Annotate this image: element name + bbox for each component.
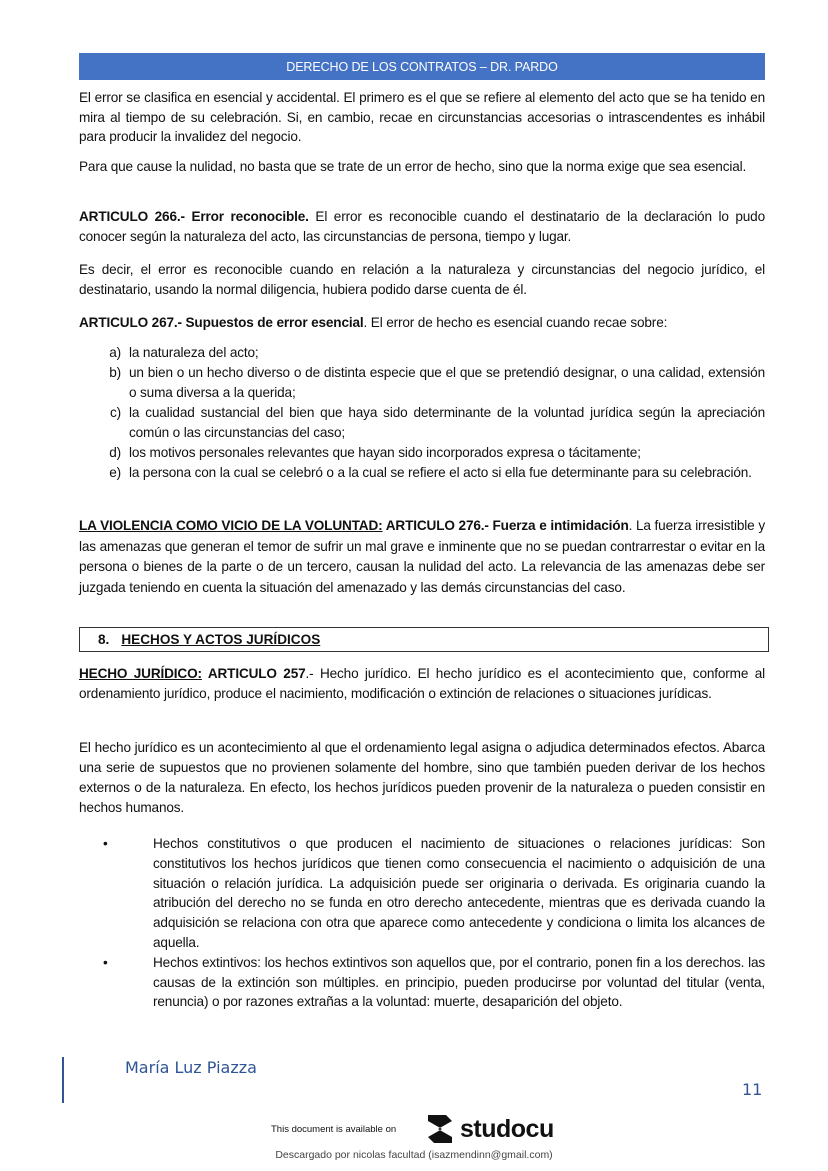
list-item [79,953,765,1012]
hecho-heading: HECHO JURÍDICO: [79,666,202,681]
hechos-bullet-list [79,834,765,1012]
paragraph-article-267 [79,313,765,333]
paragraph-recognizable-error: Es decir, el error es reconocible cuando en relación a la naturaleza y circunstancias del negocio jurídico, el destinatario, usando la normal diligencia, hubiera podido darse cuenta de él. [79,262,765,297]
page-number: 11 [742,1080,763,1099]
download-notice: Descargado por nicolas facultad (isazmendinn@gmail.com) [275,1149,553,1161]
list-marker: b) [109,365,121,380]
paragraph-article-257 [79,664,765,704]
violence-heading: LA VIOLENCIA COMO VICIO DE LA VOLUNTAD: [79,518,383,533]
list-item-text: Hechos constitutivos o que producen el nacimiento de situaciones o relaciones jurídicas: Son constitutivos los hechos jurídicos que tienen como consecuencia el nacimiento o adquisición de una situación o relación jurídica. La adquisición puede ser originaria o derivada. Es originaria cuando la atribución del derecho no se funda en otro derecho antecedente, mientras que es derivada cuando la adquisición se relaciona con otra que aparece como antecedente y condiciona o limita los alcances de aquella. [153,836,765,950]
article-267-text: . El error de hecho es esencial cuando recae sobre: [363,315,668,330]
list-item-text: la naturaleza del acto; [129,345,259,360]
studocu-logo-icon [424,1112,456,1146]
list-item [79,343,765,363]
bullet-icon: • [103,954,108,970]
article-267-title: ARTICULO 267.- Supuestos de error esencial [79,315,364,330]
list-marker: d) [109,445,121,460]
article-276-title: ARTICULO 276.- Fuerza e intimidación [382,518,629,533]
running-header: DERECHO DE LOS CONTRATOS – DR. PARDO [79,53,765,80]
list-item-text: un bien o un hecho diverso o de distinta especie que el que se pretendió designar, o una calidad, extensión o suma diversa a la querida; [129,365,765,400]
section-heading-8 [79,627,769,652]
article-266-text: El error es reconocible cuando el destinatario de la declaración lo pudo conocer según la naturaleza del acto, las circunstancias de persona, tiempo y lugar. [79,209,765,244]
article-257-title: ARTICULO 257 [201,666,306,681]
paragraph-article-266 [79,207,765,246]
section-number: 8. [98,632,110,647]
list-item-text: los motivos personales relevantes que hayan sido incorporados expresa o tácitamente; [129,445,641,460]
list-item-text: la cualidad sustancial del bien que haya sido determinante de la voluntad jurídica según la apreciación común o las circunstancias del caso; [129,405,765,440]
article-266-title: ARTICULO 266.- Error reconocible. [79,209,309,224]
bullet-icon: • [103,836,108,851]
studocu-logo[interactable] [424,1112,554,1146]
paragraph-violence [79,516,765,598]
article-276-text: . La fuerza irresistible y las amenazas que generan el temor de sufrir un mal grave e inminente que no se puedan contrarrestar o evitar en la persona o bienes de la parte o de un tercero, causan la nulidad del acto. La relevancia de las amenazas debe ser juzgada teniendo en cuenta la situación del amenazado y las demás circunstancias del caso. [79,518,765,595]
article-257-text: .- Hecho jurídico. El hecho jurídico es el acontecimiento que, conforme al ordenamiento jurídico, produce el nacimiento, modificación o extinción de relaciones o situaciones jurídicas. [79,666,765,701]
article-267-list [79,343,765,483]
studocu-logo-text: studocu [460,1114,554,1143]
list-item [79,834,765,953]
paragraph-hecho-juridico: El hecho jurídico es un acontecimiento al que el ordenamiento legal asigna o adjudica determinados efectos. Abarca una serie de supuestos que no provienen solamente del hombre, sino que también pueden derivar de los hechos externos o de la naturaleza. En efecto, los hechos jurídicos pueden provenir de la naturaleza o pueden consistir en hechos humanos. [79,740,765,815]
availability-text: This document is available on [271,1124,397,1135]
list-item [79,463,765,483]
list-marker: c) [109,405,121,420]
footer-divider [62,1057,64,1103]
list-item-text: Hechos extintivos: los hechos extintivos son aquellos que, por el contrario, ponen fin a los derechos. las causas de la extinción son múltiples. en principio, pueden producirse por voluntad del titular (venta, renuncia) o por razones extrañas a la voluntad: muerte, desaparición del objeto. [153,954,765,1010]
paragraph-nullity: Para que cause la nulidad, no basta que se trate de un error de hecho, sino que la norma exige que sea esencial. [79,159,747,174]
list-item [79,443,765,463]
list-item-text: la persona con la cual se celebró o a la cual se refiere el acto si ella fue determinante para su celebración. [129,465,752,480]
section-title: HECHOS Y ACTOS JURÍDICOS [121,632,321,647]
list-marker: e) [109,465,121,480]
footer-author: María Luz Piazza [125,1058,257,1077]
list-marker: a) [109,345,121,360]
list-item [79,403,765,443]
paragraph-error-classification: El error se clasifica en esencial y accidental. El primero es el que se refiere al elemento del acto que se ha tenido en mira al tiempo de su celebración. Si, en cambio, recae en circunstancias accesorias o intrascendentes es inhábil para producir la invalidez del negocio. [79,90,765,145]
list-item [79,363,765,403]
